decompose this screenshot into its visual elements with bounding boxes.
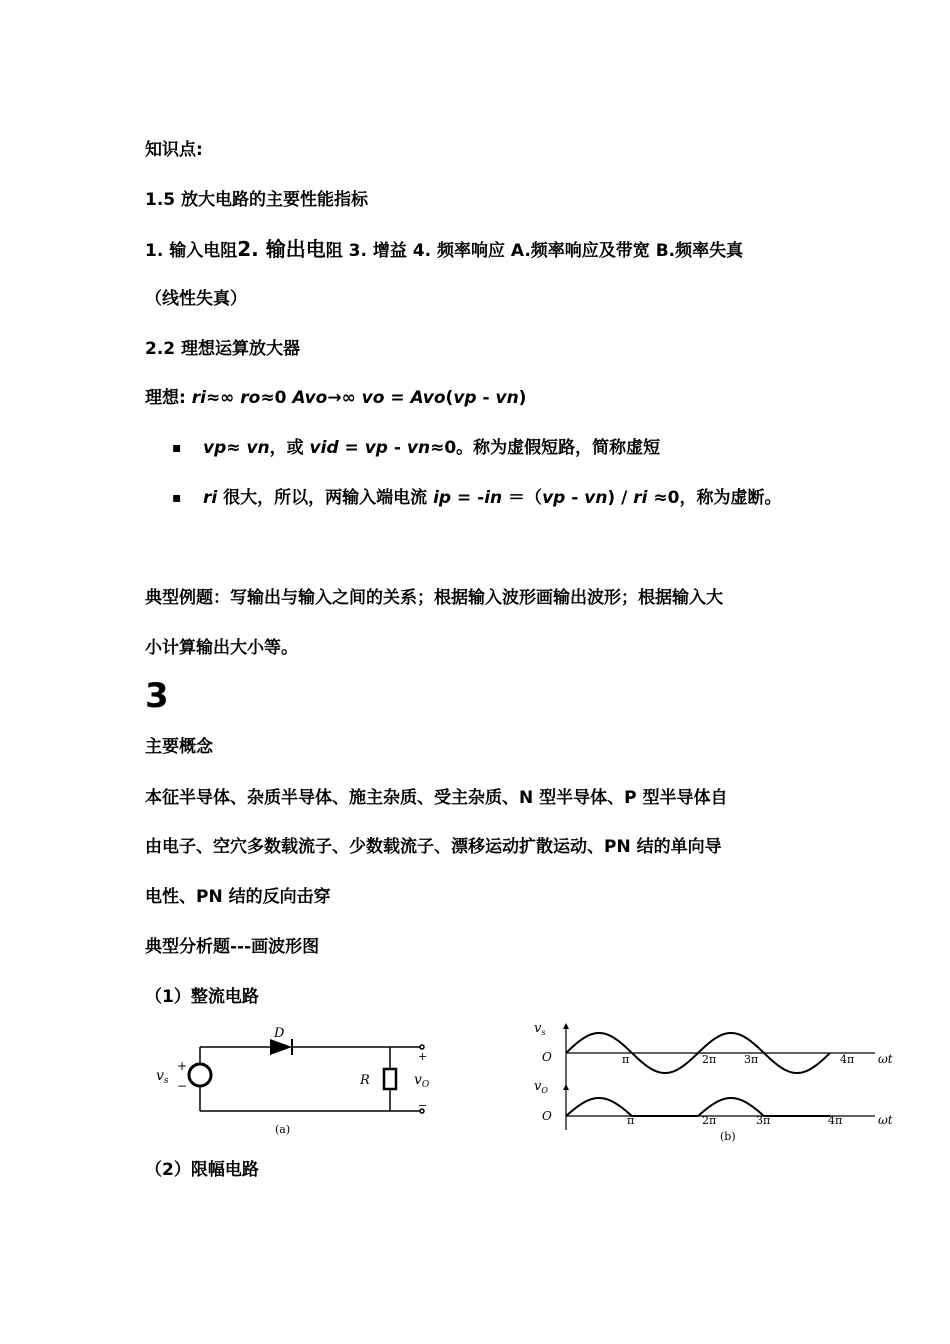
text-segment: Avo	[410, 388, 446, 408]
text-segment: (	[445, 388, 454, 408]
text-segment: vo	[361, 388, 385, 408]
vo-axis-label	[534, 1079, 548, 1095]
arrow-up-icon	[563, 1023, 569, 1029]
text-segment: ro	[240, 388, 261, 408]
wt-axis-label: ωt	[878, 1052, 893, 1066]
source-label	[156, 1068, 169, 1086]
voltage-source-icon	[189, 1064, 211, 1086]
output-label	[414, 1072, 430, 1090]
ideal-opamp-line	[145, 386, 526, 410]
concepts-line-1: 本征半导体、杂质半导体、施主杂质、受主杂质、N 型半导体、P 型半导体自	[145, 788, 728, 808]
tick-label-4pi: 4π	[840, 1053, 855, 1066]
text-segment: in	[484, 488, 503, 508]
text-segment: )	[518, 388, 527, 408]
text-segment: ) /	[607, 488, 634, 508]
tick-label-pi: π	[622, 1053, 630, 1066]
vo-axis-label-main: v	[534, 1079, 542, 1094]
vo-axis-label-sub: O	[541, 1086, 548, 1095]
text-segment: ip	[433, 488, 452, 508]
text-segment: ≈	[226, 438, 247, 458]
source-label-main: v	[156, 1068, 164, 1084]
figure-a-caption: (a)	[275, 1123, 291, 1136]
resistor-icon	[384, 1069, 396, 1089]
section-knowledge-points: 知识点:	[145, 140, 203, 160]
text-segment: vn	[495, 388, 519, 408]
text-segment: ≈0，称为虚断。	[647, 488, 782, 508]
output-label-sub: O	[421, 1080, 430, 1090]
text-segment: ，或	[269, 438, 310, 458]
tick-label-3pi: 3π	[756, 1114, 771, 1127]
typical-example-line-2: 小计算输出大小等。	[145, 638, 298, 658]
output-half-wave	[566, 1098, 830, 1116]
tick-label-2pi: 2π	[702, 1114, 717, 1127]
tick-label-2pi: 2π	[702, 1053, 717, 1066]
text-segment: = -	[451, 488, 485, 508]
analysis-heading: 典型分析题---画波形图	[145, 937, 320, 957]
text-segment: vid	[309, 438, 339, 458]
text-segment: ≈0。称为虚假短路，简称虚短	[430, 438, 661, 458]
origin-label: O	[542, 1109, 552, 1123]
rectifier-circuit-diagram	[150, 1025, 450, 1140]
text-segment: vp	[203, 438, 227, 458]
diode-label: D	[274, 1026, 285, 1041]
resistor-label: R	[360, 1073, 370, 1088]
terminal-icon	[420, 1045, 424, 1049]
virtual-short-line	[203, 436, 660, 460]
main-concepts-heading: 主要概念	[145, 737, 213, 757]
source-label-sub: s	[163, 1076, 169, 1086]
bullet-icon: ▪	[172, 490, 182, 506]
text-segment: vp	[364, 438, 388, 458]
text-segment: -	[565, 488, 585, 508]
text-segment: ri	[203, 488, 218, 508]
tick-label-3pi: 3π	[744, 1053, 759, 1066]
origin-label: O	[542, 1050, 552, 1064]
limiter-heading: （2）限幅电路	[145, 1160, 259, 1180]
text-segment: ＝（	[502, 488, 543, 508]
rectifier-heading: （1）整流电路	[145, 987, 259, 1007]
figure-b-caption: (b)	[720, 1130, 736, 1143]
vs-axis-label	[534, 1021, 545, 1037]
text-segment: vp	[453, 388, 477, 408]
text-segment: 阻 3. 增益 4. 频率响应 A.频率响应及带宽 B.频率失真	[325, 241, 744, 261]
tick-label-4pi: 4π	[828, 1114, 843, 1127]
text-segment: vn	[406, 438, 431, 458]
vs-axis-label-main: v	[534, 1021, 542, 1036]
vs-axis-label-sub: s	[541, 1028, 546, 1037]
wt-axis-label: ωt	[878, 1113, 893, 1127]
text-segment: =	[384, 388, 411, 408]
output-label-main: v	[414, 1072, 422, 1088]
performance-indicators-line	[145, 237, 743, 263]
output-minus: −	[418, 1099, 428, 1112]
text-segment: vp	[542, 488, 566, 508]
arrow-up-icon	[563, 1084, 569, 1090]
text-segment: 1. 输入电阻	[145, 241, 238, 261]
concepts-line-2: 由电子、空穴多数载流子、少数载流子、漂移运动扩散运动、PN 结的单向导	[145, 837, 722, 857]
diode-icon	[270, 1039, 292, 1055]
virtual-open-line	[203, 486, 781, 510]
waveform-diagram	[530, 1020, 910, 1145]
text-segment: 很大，所以，两输入端电流	[217, 488, 434, 508]
text-segment: ri	[191, 388, 206, 408]
text-segment: ≈∞	[205, 388, 241, 408]
text-segment: 理想:	[145, 388, 192, 408]
text-segment: →∞	[327, 388, 362, 408]
typical-example-line-1: 典型例题：写输出与输入之间的关系；根据输入波形画输出波形；根据输入大	[145, 588, 723, 608]
text-segment: Avo	[292, 388, 328, 408]
chapter-number: 3	[145, 676, 169, 716]
bullet-icon: ▪	[172, 440, 182, 456]
output-plus: +	[418, 1050, 428, 1063]
text-segment: ri	[633, 488, 648, 508]
source-plus: +	[177, 1059, 188, 1073]
text-segment: =	[338, 438, 365, 458]
concepts-line-3: 电性、PN 结的反向击穿	[145, 887, 331, 907]
text-segment: vn	[246, 438, 270, 458]
tick-label-pi: π	[627, 1114, 635, 1127]
text-segment: 2. 输出电	[237, 237, 326, 261]
heading-2-2: 2.2 理想运算放大器	[145, 339, 301, 359]
text-segment: ≈0	[260, 388, 293, 408]
heading-1-5: 1.5 放大电路的主要性能指标	[145, 190, 369, 210]
source-minus: −	[177, 1079, 188, 1093]
text-segment: -	[476, 388, 496, 408]
text-segment: -	[387, 438, 407, 458]
text-segment: vn	[584, 488, 608, 508]
linear-distortion-line: （线性失真）	[145, 289, 247, 309]
